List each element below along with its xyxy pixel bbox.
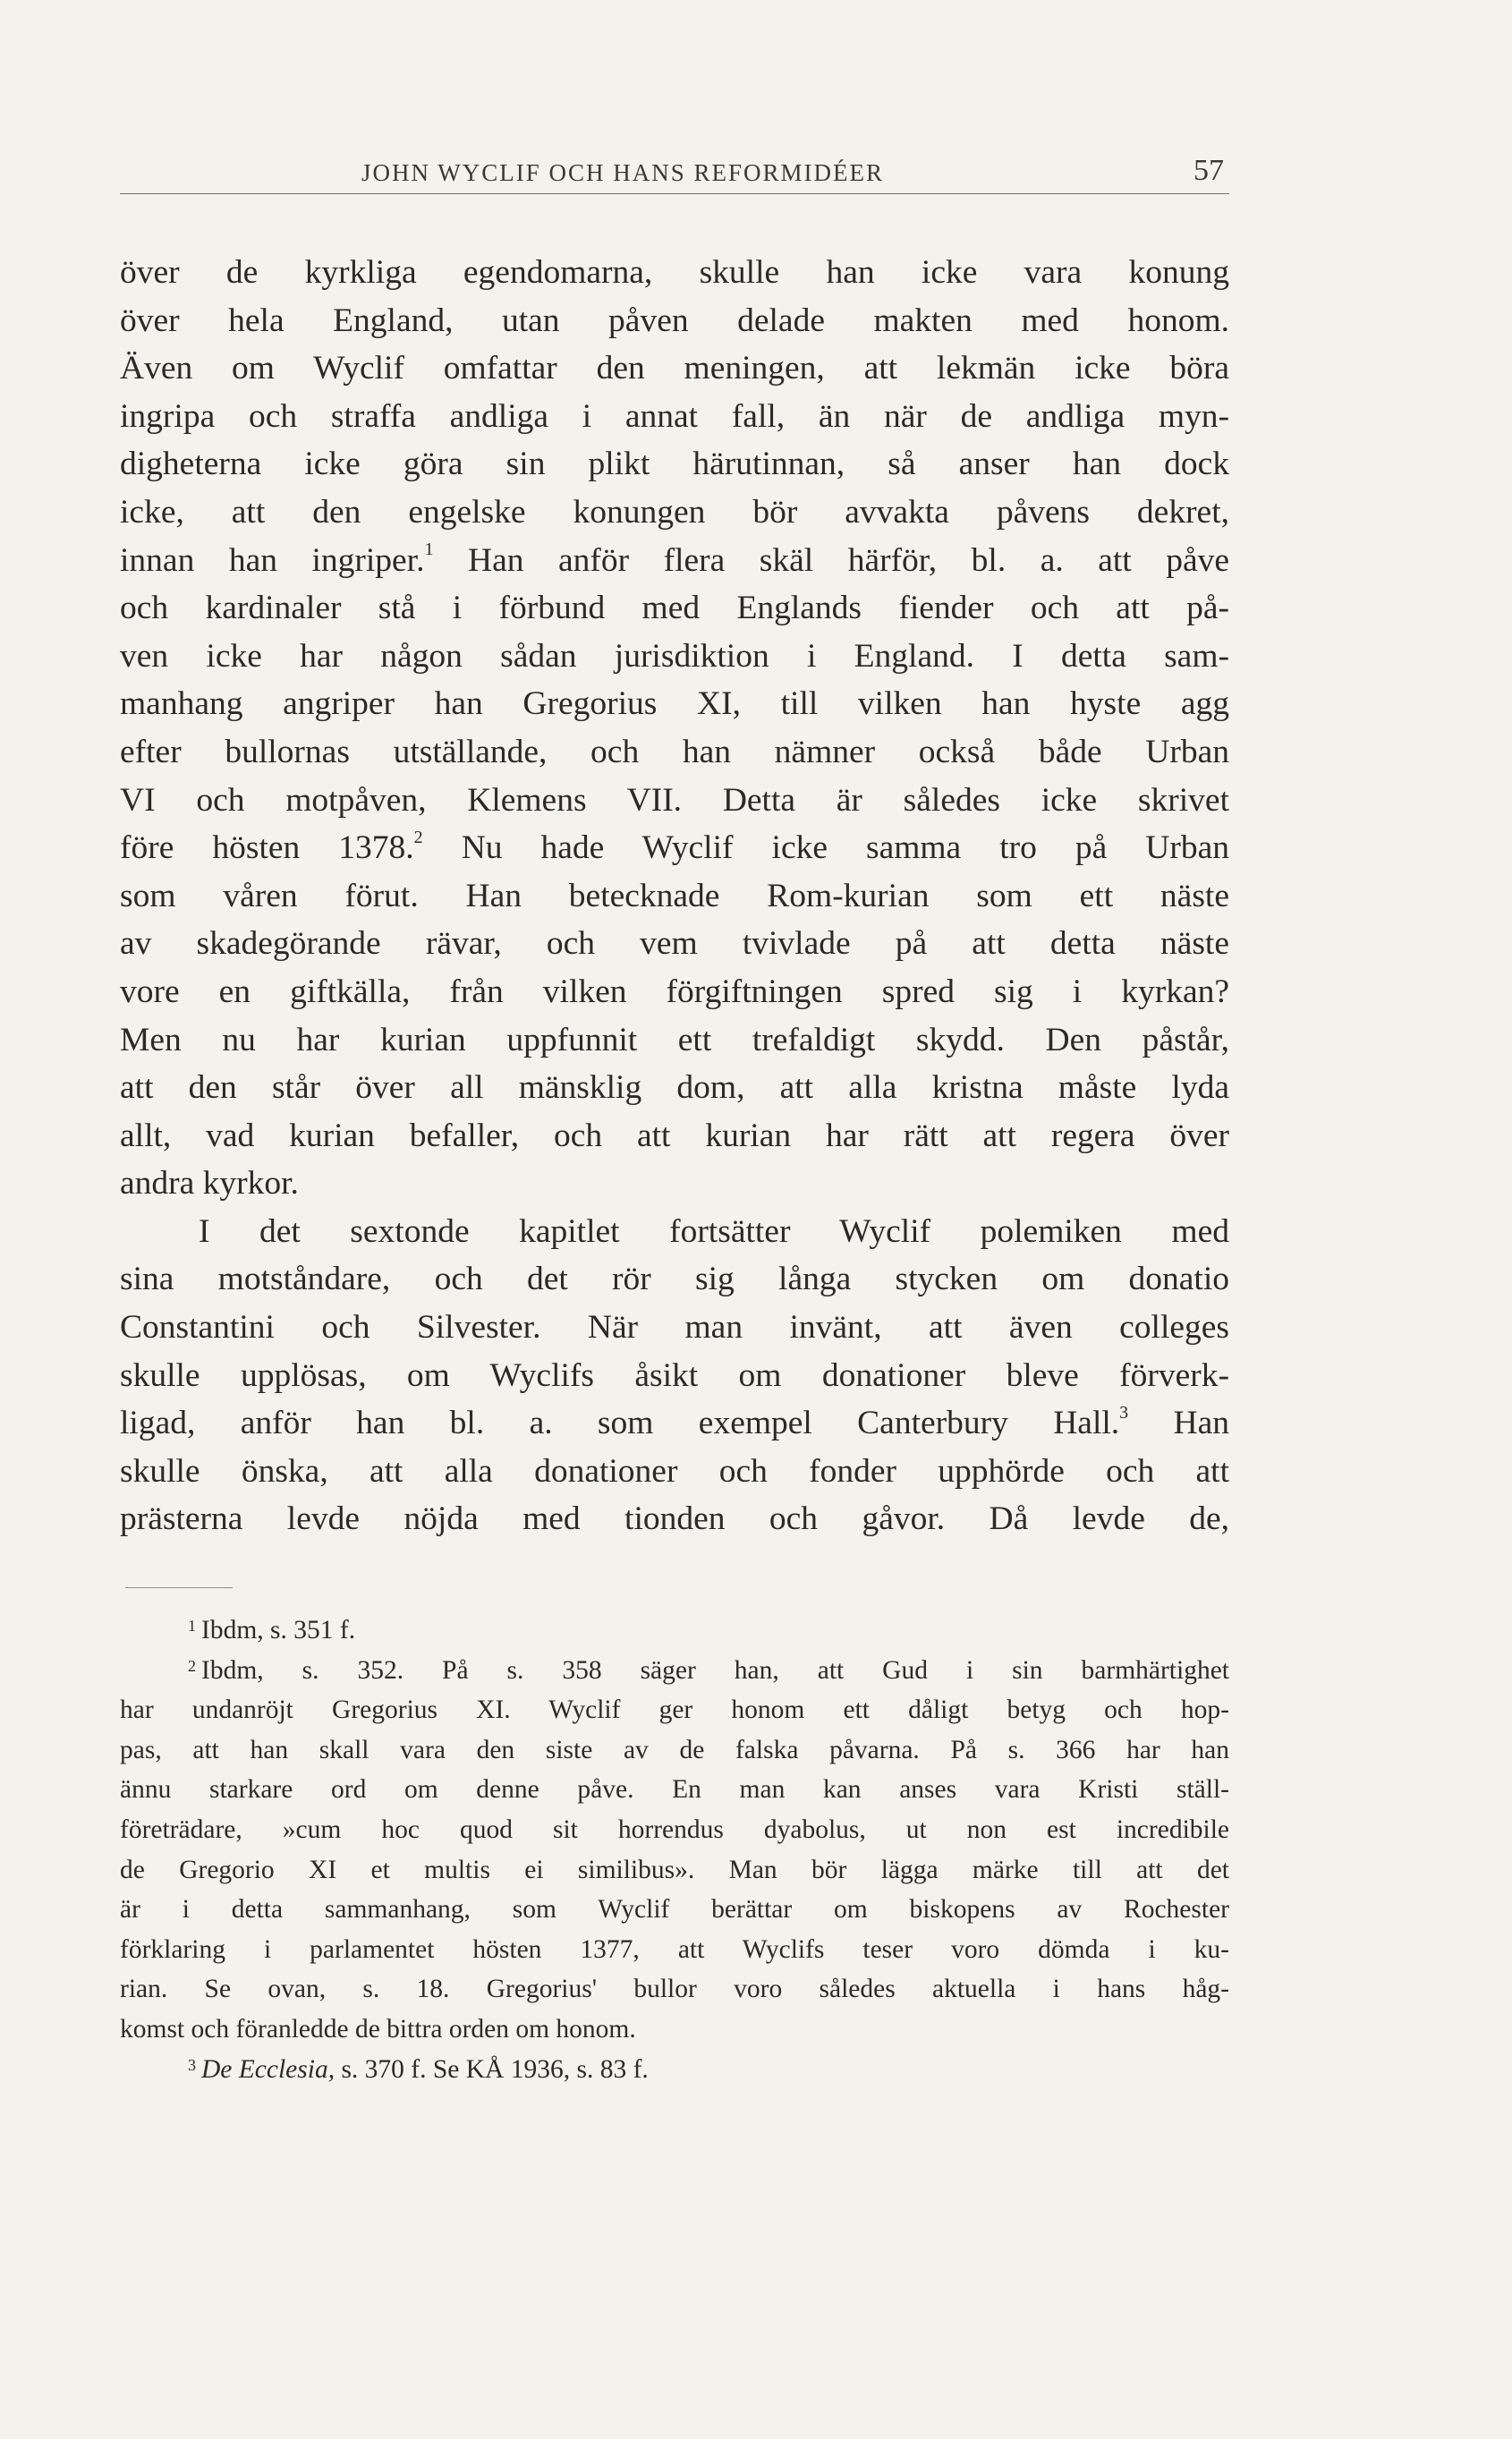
page-header <box>120 150 1229 194</box>
text-line: ingripa och straffa andliga i annat fall, än när de andliga myn- <box>120 397 1229 435</box>
footnote-3 <box>120 2050 1229 2090</box>
footnote-line: pas, att han skall vara den siste av de falska påvarna. På s. 366 har han <box>120 1735 1229 1764</box>
footnote-1 <box>120 1610 1229 1651</box>
text-segment: före hösten 1378. <box>120 829 414 867</box>
footnote-title: De Ecclesia, <box>201 2054 336 2084</box>
footnote-line <box>120 1610 1229 1651</box>
text-line: manhang angriper han Gregorius XI, till vilken han hyste agg <box>120 685 1229 723</box>
footnote-line: är i detta sammanhang, som Wyclif berättar om biskopens av Rochester <box>120 1895 1229 1925</box>
text-line: andra kyrkor. <box>120 1165 299 1203</box>
text-line: efter bullornas utställande, och han nämner också både Urban <box>120 733 1229 770</box>
footnote-text: Ibdm, s. 351 f. <box>201 1616 356 1644</box>
footnote-ref-3: 3 <box>1119 1402 1129 1423</box>
page-number: 57 <box>1193 154 1224 187</box>
text-line: prästerna levde nöjda med tionden och gåvor. Då levde de, <box>120 1500 1229 1538</box>
text-line: som våren förut. Han betecknade Rom-kurian som ett näste <box>120 877 1229 914</box>
text-segment: Nu hade Wyclif icke samma tro på Urban <box>461 829 1229 867</box>
footnote-text: s. 370 f. Se KÅ 1936, s. 83 f. <box>341 2054 649 2084</box>
footnote-ref-2: 2 <box>413 827 423 847</box>
text-segment: innan han ingriper. <box>120 541 425 579</box>
text-line: sina motståndare, och det rör sig långa stycken om donatio <box>120 1261 1229 1298</box>
text-line: av skadegörande rävar, och vem tvivlade på att detta näste <box>120 925 1229 963</box>
text-line <box>120 537 1229 585</box>
footnote-mark: 3 <box>188 2055 196 2074</box>
text-line <box>120 1399 1229 1448</box>
text-segment: Han anför flera skäl härför, bl. a. att påve <box>468 541 1230 579</box>
text-line: Constantini och Silvester. När man invänt, att även colleges <box>120 1309 1229 1347</box>
footnote-line: förklaring i parlamentet hösten 1377, att Wyclifs teser voro dömda i ku- <box>120 1934 1229 1964</box>
text-line: Men nu har kurian uppfunnit ett trefaldigt skydd. Den påstår, <box>120 1021 1229 1058</box>
text-line: digheterna icke göra sin plikt härutinnan, så anser han dock <box>120 446 1229 483</box>
footnote-line: komst och föranledde de bittra orden om honom. <box>120 2014 636 2044</box>
text-line: icke, att den engelske konungen bör avvakta påvens dekret, <box>120 493 1229 531</box>
footnote-mark: 1 <box>188 1617 196 1635</box>
text-line: Även om Wyclif omfattar den meningen, att lekmän icke böra <box>120 350 1229 387</box>
footnotes <box>120 1610 1229 2089</box>
text-line <box>120 824 1229 872</box>
text-line: VI och motpåven, Klemens VII. Detta är således icke skrivet <box>120 781 1229 819</box>
text-line: allt, vad kurian befaller, och att kurian har rätt att regera över <box>120 1117 1229 1154</box>
running-title: JOHN WYCLIF OCH HANS REFORMIDÉER <box>361 159 885 186</box>
footnote-ref-1: 1 <box>424 540 434 560</box>
text-line: skulle önska, att alla donationer och fonder upphörde och att <box>120 1452 1229 1490</box>
footnote-2 <box>120 1651 1229 2050</box>
footnote-mark: 2 <box>188 1656 196 1675</box>
main-text <box>120 249 1229 1543</box>
text-line: I det sextonde kapitlet fortsätter Wyclif polemiken med <box>199 1212 1229 1250</box>
footnote-line <box>120 1651 1229 1691</box>
footnote-line: har undanröjt Gregorius XI. Wyclif ger honom ett dåligt betyg och hop- <box>120 1695 1229 1725</box>
paragraph-1 <box>120 249 1229 1208</box>
text-line: vore en giftkälla, från vilken förgiftningen spred sig i kyrkan? <box>120 973 1229 1010</box>
paragraph-2 <box>120 1208 1229 1543</box>
footnote-line: företrädare, »cum hoc quod sit horrendus dyabolus, ut non est incredibile <box>120 1814 1229 1844</box>
text-segment: Han <box>1173 1405 1229 1442</box>
footnote-line: ännu starkare ord om denne påve. En man kan anses vara Kristi ställ- <box>120 1775 1229 1805</box>
text-line: att den står över all mänsklig dom, att alla kristna måste lyda <box>120 1069 1229 1107</box>
text-line: skulle upplösas, om Wyclifs åsikt om donationer bleve förverk- <box>120 1356 1229 1394</box>
footnote-text: Ibdm, s. 352. På s. 358 säger han, att Gud i sin barmhärtighet <box>201 1655 1229 1685</box>
footnote-line <box>120 2050 1229 2090</box>
text-line: ven icke har någon sådan jurisdiktion i England. I detta sam- <box>120 637 1229 675</box>
text-line: och kardinaler stå i förbund med Englands fiender och att på- <box>120 590 1229 627</box>
footnote-line: de Gregorio XI et multis ei similibus». Man bör lägga märke till att det <box>120 1855 1229 1884</box>
footnote-line: rian. Se ovan, s. 18. Gregorius' bullor voro således aktuella i hans håg- <box>120 1975 1229 2004</box>
text-line: över hela England, utan påven delade makten med honom. <box>120 302 1229 339</box>
text-line: över de kyrkliga egendomarna, skulle han icke vara konung <box>120 254 1229 291</box>
footnote-divider <box>125 1587 233 1588</box>
text-segment: ligad, anför han bl. a. som exempel Canterbury Hall. <box>120 1405 1120 1442</box>
